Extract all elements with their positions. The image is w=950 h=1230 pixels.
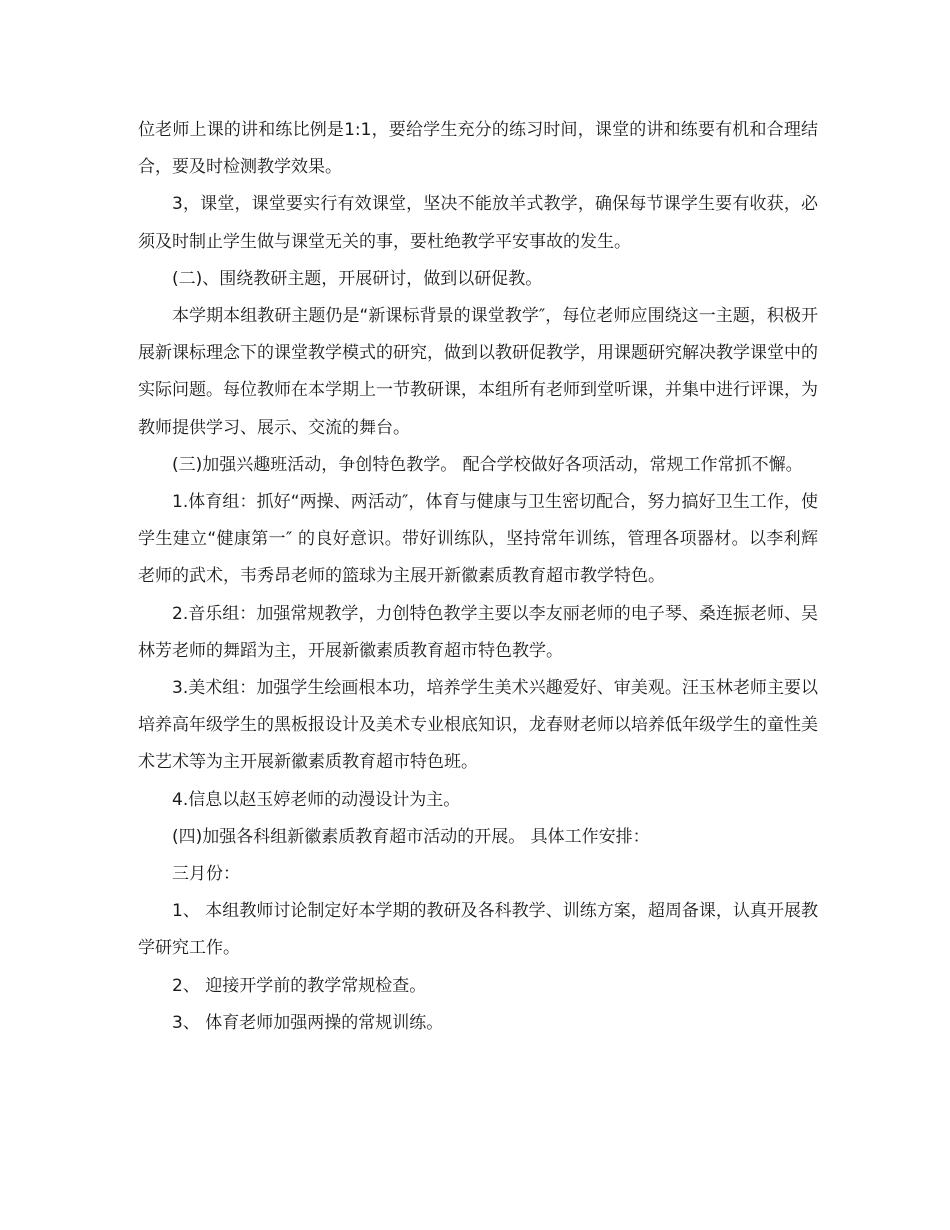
march-task-3: 3、 体育老师加强两操的常规训练。 (172, 1012, 444, 1033)
paragraph-continuation: 位老师上课的讲和练比例是1:1，要给学生充分的练习时间，课堂的讲和练要有机和合理结合，要及时检测教学效果。 (138, 120, 818, 178)
document-body (138, 112, 818, 1042)
paragraph-art-group: 3.美术组：加强学生绘画根本功，培养学生美术兴趣爱好、审美观。汪玉林老师主要以培养高年级学生的黑板报设计及美术专业根底知识，龙春财老师以培养低年级学生的童性美术艺术等为主开展新徽素质教育超市特色班。 (138, 678, 818, 773)
march-task-1: 1、 本组教师讨论制定好本学期的教研及各科教学、训练方案，超周备课，认真开展教学研究工作。 (138, 901, 818, 959)
paragraph-item-3-classroom: 3，课堂，课堂要实行有效课堂，坚决不能放羊式教学，确保每节课学生要有收获，必须及时制止学生做与课堂无关的事，要杜绝教学平安事故的发生。 (138, 194, 818, 252)
paragraph-info-group: 4.信息以赵玉婷老师的动漫设计为主。 (172, 789, 461, 810)
paragraph-research-theme: 本学期本组教研主题仍是“新课标背景的课堂教学″，每位老师应围绕这一主题，积极开展新课标理念下的课堂教学模式的研究，做到以教研促教学，用课题研究解决教学课堂中的实际问题。每位教师在本学期上一节教研课，本组所有老师到堂听课，并集中进行评课，为教师提供学习、展示、交流的舞台。 (138, 306, 818, 438)
paragraph-music-group: 2.音乐组：加强常规教学，力创特色教学主要以李友丽老师的电子琴、桑连振老师、吴林芳老师的舞蹈为主，开展新徽素质教育超市特色教学。 (138, 603, 818, 661)
section-heading-2: (二)、围绕教研主题，开展研讨，做到以研促教。 (172, 268, 543, 289)
march-task-2: 2、 迎接开学前的教学常规检查。 (172, 975, 427, 996)
section-heading-4: (四)加强各科组新徽素质教育超市活动的开展。 具体工作安排： (172, 826, 650, 847)
paragraph-pe-group: 1.体育组：抓好“两操、两活动″，体育与健康与卫生密切配合，努力搞好卫生工作，使学生建立“健康第一″ 的良好意识。带好训练队，坚持常年训练，管理各项器材。以李利辉老师的武术，韦秀昂老师的篮球为主展开新徽素质教育超市教学特色。 (138, 492, 818, 587)
section-heading-3: (三)加强兴趣班活动，争创特色教学。 配合学校做好各项活动，常规工作常抓不懈。 (172, 454, 803, 475)
month-heading-march: 三月份： (172, 864, 240, 885)
